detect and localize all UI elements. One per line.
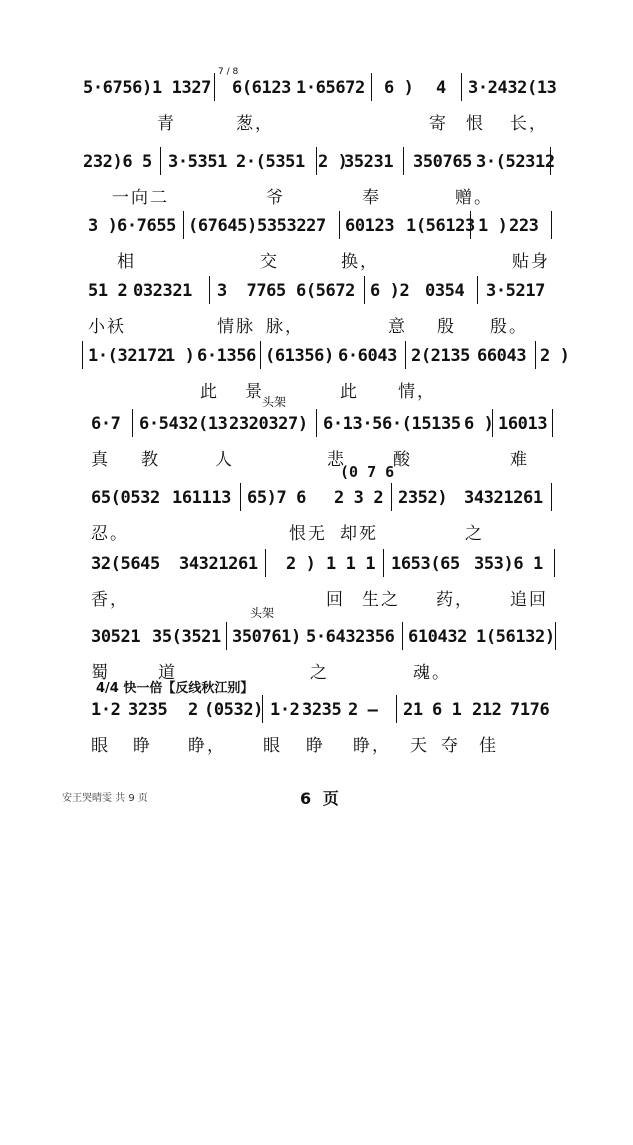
notation-segment: 032321: [133, 281, 193, 301]
lyric: 情脉: [217, 317, 255, 337]
barline: [265, 549, 266, 577]
barline: [551, 483, 552, 511]
barline: [226, 622, 227, 650]
notation-segment: 350761): [232, 627, 301, 647]
barline: [403, 147, 404, 175]
notation-segment: 6·13·5: [323, 414, 383, 434]
lyric: 眼: [91, 736, 110, 756]
notation-segment: 2 ): [318, 152, 348, 172]
barline: [405, 341, 406, 369]
barline: [371, 73, 372, 101]
barline: [555, 622, 556, 650]
notation-segment: 2 —: [348, 700, 378, 720]
notation-segment: 30521: [91, 627, 141, 647]
lyric: 人: [215, 450, 234, 470]
barline: [402, 622, 403, 650]
lyric: 夺: [441, 736, 460, 756]
barline: [551, 211, 552, 239]
notation-segment: 6 ): [384, 78, 414, 98]
barline: [461, 73, 462, 101]
lyric: 恨无: [289, 524, 327, 544]
lyric: 却死: [340, 524, 378, 544]
notation-segment: 610432: [408, 627, 468, 647]
lyric: 忍。: [91, 524, 129, 544]
notation-segment: 35231: [344, 152, 394, 172]
notation-segment: 6 )2: [370, 281, 410, 301]
notation-segment: 21: [403, 700, 423, 720]
notation-segment: 1653(65: [391, 554, 460, 574]
notation-segment: 2 ): [540, 346, 570, 366]
notation-segment: 2 3 2: [334, 488, 384, 508]
lyric: 教: [141, 450, 160, 470]
notation-segment: 34321261: [464, 488, 543, 508]
notation-segment: 161113: [172, 488, 232, 508]
notation-segment: 66043: [477, 346, 527, 366]
notation-segment: 223: [509, 216, 539, 236]
lyric: 睁: [306, 736, 325, 756]
time-signature-change: 7 / 8: [218, 67, 239, 77]
lyric: 交: [260, 252, 279, 272]
barline: [183, 211, 184, 239]
lyric: 殷: [437, 317, 456, 337]
notation-segment: 3 ): [88, 216, 118, 236]
notation-segment: 1 ): [165, 346, 195, 366]
lyric: 药，: [436, 590, 474, 610]
lyric: 天: [410, 736, 429, 756]
barline: [82, 341, 83, 369]
notation-segment: 6·7655: [117, 216, 177, 236]
notation-segment: 65)7 6: [247, 488, 307, 508]
notation-segment: 65(0532: [91, 488, 160, 508]
grace-notes: (0 7 6: [340, 463, 395, 481]
lyric: 佳: [479, 736, 498, 756]
lyric: 蜀: [91, 663, 110, 683]
lyric: 葱，: [236, 114, 274, 134]
lyric: 睁: [133, 736, 152, 756]
notation-segment: 6(6123: [232, 78, 292, 98]
notation-segment: 51 2: [88, 281, 128, 301]
notation-segment: 1·65672: [296, 78, 365, 98]
notation-segment: 1 ): [478, 216, 508, 236]
notation-segment: 2 ): [286, 554, 316, 574]
lyric: 之: [465, 524, 484, 544]
notation-segment: 5353227: [257, 216, 326, 236]
notation-segment: 2: [188, 700, 198, 720]
notation-segment: 1·2: [91, 700, 121, 720]
lyric: 情，: [398, 382, 436, 402]
notation-segment: 2320327): [229, 414, 308, 434]
lyric: 换，: [341, 252, 379, 272]
notation-segment: 6·(15135: [382, 414, 461, 434]
barline: [470, 211, 471, 239]
lyric: 酸: [393, 450, 412, 470]
notation-segment: 1(56123: [406, 216, 475, 236]
barline: [316, 409, 317, 437]
annotation-toujia: 头架: [250, 606, 275, 620]
lyric: 睁，: [188, 736, 226, 756]
notation-segment: 3·(52312: [476, 152, 555, 172]
lyric: 奉: [362, 188, 381, 208]
notation-segment: 6·6043: [338, 346, 398, 366]
lyric: 生之: [362, 590, 400, 610]
lyric: 景: [245, 382, 264, 402]
page-footer: [0, 786, 633, 808]
notation-segment: 4: [436, 78, 446, 98]
notation-segment: 7176: [510, 700, 550, 720]
notation-segment: 1·(32172: [88, 346, 167, 366]
notation-segment: 35(3521: [152, 627, 221, 647]
lyric: 小袄: [88, 317, 126, 337]
lyric: 脉，: [266, 317, 304, 337]
lyric: 回: [326, 590, 345, 610]
barline: [214, 73, 215, 101]
notation-segment: 350765: [413, 152, 473, 172]
lyric: 魂。: [413, 663, 451, 683]
barline: [535, 341, 536, 369]
barline: [396, 695, 397, 723]
notation-segment: 6 1: [432, 700, 462, 720]
barline: [552, 409, 553, 437]
barline: [339, 211, 340, 239]
notation-segment: 6(5672: [296, 281, 356, 301]
notation-segment: 32(5645: [91, 554, 160, 574]
barline: [364, 276, 365, 304]
notation-segment: 5·6756): [83, 78, 152, 98]
notation-segment: 3235: [302, 700, 342, 720]
barline: [477, 276, 478, 304]
notation-segment: 34321261: [179, 554, 258, 574]
notation-segment: (61356): [265, 346, 334, 366]
notation-segment: 1 1 1: [326, 554, 376, 574]
notation-segment: 6·7: [91, 414, 121, 434]
lyric: 爷: [266, 188, 285, 208]
notation-segment: 1·2: [270, 700, 300, 720]
notation-segment: 212: [472, 700, 502, 720]
notation-segment: 3·5217: [486, 281, 546, 301]
lyric: 之: [310, 663, 329, 683]
page-number: 6 页: [300, 789, 342, 808]
lyric: 此: [340, 382, 359, 402]
tempo-marking: 4/4 快一倍【反线秋江别】: [96, 681, 254, 696]
lyric: 追回: [510, 590, 548, 610]
notation-segment: (67645): [188, 216, 257, 236]
barline: [554, 549, 555, 577]
lyric: 一向二: [112, 188, 169, 208]
notation-segment: 353)6 1: [474, 554, 543, 574]
notation-segment: 3 7765: [217, 281, 286, 301]
notation-segment: (0532): [204, 700, 264, 720]
barline: [316, 147, 317, 175]
lyric: 悲: [327, 450, 346, 470]
footer-title: 安王哭晴雯 共 9 页: [62, 793, 148, 804]
lyric: 难: [510, 450, 529, 470]
lyric: 真: [91, 450, 110, 470]
barline: [260, 341, 261, 369]
barline: [209, 276, 210, 304]
lyric: 寄: [429, 114, 448, 134]
lyric: 香，: [91, 590, 129, 610]
lyric: 睁，: [353, 736, 391, 756]
notation-segment: 2352): [398, 488, 448, 508]
notation-segment: 6 ): [464, 414, 494, 434]
notation-segment: 3·5351: [168, 152, 228, 172]
lyric: 青: [157, 114, 176, 134]
barline: [160, 147, 161, 175]
notation-segment: 3235: [128, 700, 168, 720]
barline: [391, 483, 392, 511]
lyric: 相: [117, 252, 136, 272]
annotation-toujia: 头架: [262, 395, 287, 409]
notation-segment: 0354: [425, 281, 465, 301]
notation-segment: 60123: [345, 216, 395, 236]
barline: [550, 147, 551, 175]
notation-segment: 6·5432(13: [139, 414, 228, 434]
notation-segment: 5·6432356: [306, 627, 395, 647]
barline: [383, 549, 384, 577]
lyric: 眼: [263, 736, 282, 756]
notation-segment: 2·(5351: [236, 152, 305, 172]
barline: [132, 409, 133, 437]
barline: [240, 483, 241, 511]
lyric: 殷。: [490, 317, 528, 337]
notation-segment: 1 1327: [152, 78, 212, 98]
lyric: 意: [388, 317, 407, 337]
lyric: 长，: [510, 114, 548, 134]
lyric: 道: [158, 663, 177, 683]
lyric: 此: [200, 382, 219, 402]
notation-segment: 232)6 5: [83, 152, 152, 172]
barline: [492, 409, 493, 437]
lyric: 恨: [466, 114, 485, 134]
lyric: 赠。: [455, 188, 493, 208]
barline: [262, 695, 263, 723]
lyric: 贴身: [512, 252, 550, 272]
notation-segment: 2(2135: [411, 346, 471, 366]
notation-segment: 6·1356: [197, 346, 257, 366]
notation-segment: 1(56132): [476, 627, 555, 647]
notation-segment: 16013: [498, 414, 548, 434]
notation-segment: 3·2432(13: [468, 78, 557, 98]
